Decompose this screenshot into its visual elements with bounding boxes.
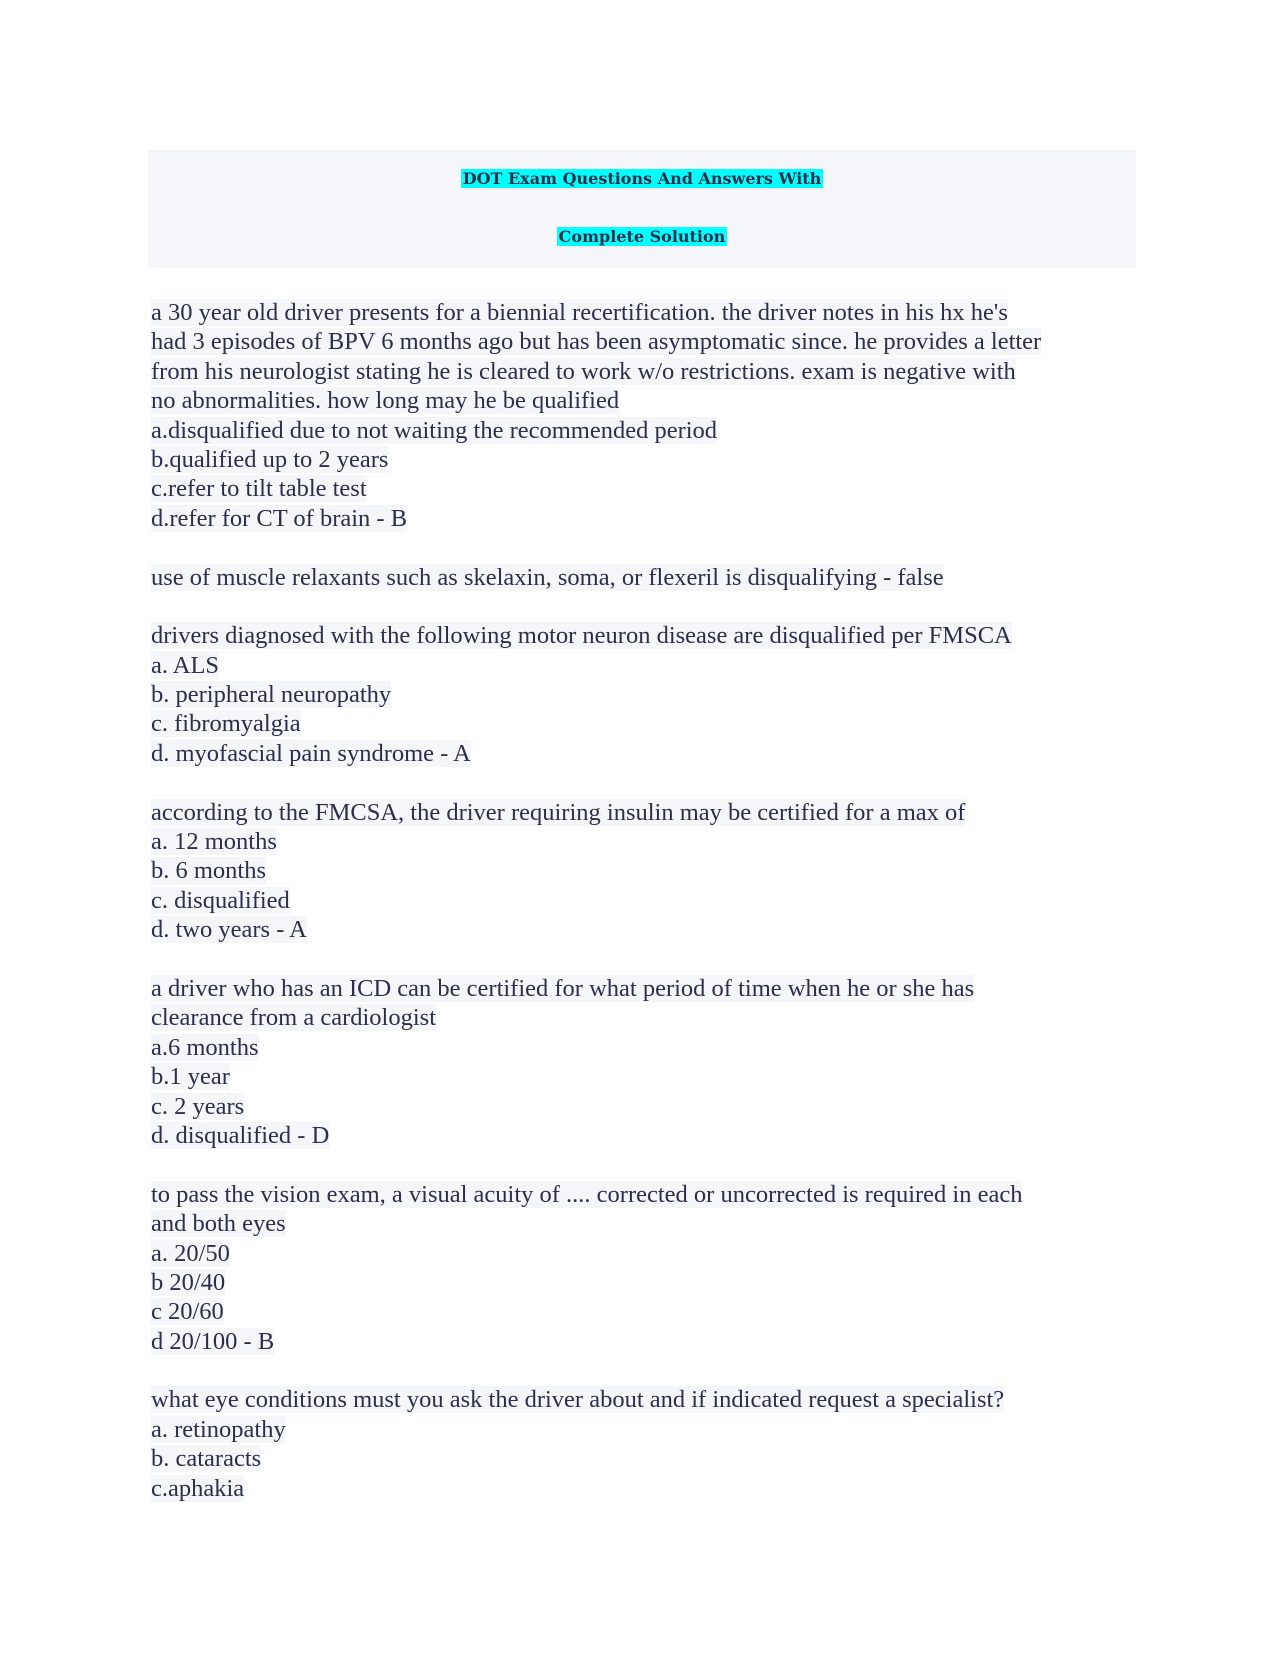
question-block	[151, 563, 1141, 592]
answer-option: a. 20/50	[151, 1239, 230, 1267]
answer-option: d.refer for CT of brain - B	[151, 504, 408, 532]
question-text: clearance from a cardiologist	[151, 1004, 437, 1032]
question-text: a driver who has an ICD can be certified for what period of time when he or she has	[151, 974, 975, 1002]
paragraph-gap	[151, 533, 1141, 562]
question-block	[151, 798, 1141, 945]
paragraph-gap	[151, 768, 1141, 797]
question-text: had 3 episodes of BPV 6 months ago but has been asymptomatic since. he provides a letter	[151, 328, 1042, 356]
question-text: drivers diagnosed with the following motor neuron disease are disqualified per FMSCA	[151, 622, 1012, 650]
answer-option: b.1 year	[151, 1063, 230, 1091]
question-block	[151, 1180, 1141, 1356]
question-text: from his neurologist stating he is cleared to work w/o restrictions. exam is negative with	[151, 357, 1016, 385]
question-text: what eye conditions must you ask the driver about and if indicated request a specialist?	[151, 1386, 1005, 1414]
answer-option: d. two years - A	[151, 916, 307, 944]
answer-option: b. 6 months	[151, 857, 267, 885]
title-line: Complete Solution	[558, 227, 726, 246]
question-block	[151, 974, 1141, 1150]
answer-option: d. myofascial pain syndrome - A	[151, 739, 471, 767]
document-title	[148, 150, 1136, 268]
question-text: to pass the vision exam, a visual acuity of .... corrected or uncorrected is required in each	[151, 1180, 1023, 1208]
answer-option: a. 12 months	[151, 828, 277, 856]
answer-option: c. disqualified	[151, 886, 290, 914]
question-block	[151, 621, 1141, 768]
answer-option: b. cataracts	[151, 1445, 262, 1473]
answer-option: a.disqualified due to not waiting the recommended period	[151, 416, 718, 444]
title-line: DOT Exam Questions And Answers With	[462, 169, 822, 188]
paragraph-gap	[151, 1150, 1141, 1179]
question-text: no abnormalities. how long may he be qualified	[151, 387, 620, 415]
question-text: a 30 year old driver presents for a biennial recertification. the driver notes in his hx he's	[151, 299, 1008, 326]
answer-option: c 20/60	[151, 1298, 224, 1326]
answer-option: a.6 months	[151, 1033, 259, 1061]
answer-option: d. disqualified - D	[151, 1121, 330, 1149]
answer-option: c.refer to tilt table test	[151, 475, 367, 503]
question-text: use of muscle relaxants such as skelaxin, soma, or flexeril is disqualifying - false	[151, 563, 944, 591]
paragraph-gap	[151, 1356, 1141, 1385]
answer-option: b 20/40	[151, 1268, 226, 1296]
answer-option: b. peripheral neuropathy	[151, 681, 392, 709]
question-block	[151, 298, 1141, 533]
answer-option: b.qualified up to 2 years	[151, 445, 389, 473]
question-block	[151, 1385, 1141, 1503]
answer-option: a. ALS	[151, 651, 220, 679]
answer-option: c.aphakia	[151, 1474, 245, 1502]
paragraph-gap	[151, 945, 1141, 974]
question-list	[151, 298, 1141, 1503]
answer-option: d 20/100 - B	[151, 1327, 275, 1355]
paragraph-gap	[151, 592, 1141, 621]
answer-option: a. retinopathy	[151, 1415, 286, 1443]
question-text: and both eyes	[151, 1210, 286, 1238]
question-text: according to the FMCSA, the driver requiring insulin may be certified for a max of	[151, 798, 966, 826]
answer-option: c. 2 years	[151, 1092, 245, 1120]
answer-option: c. fibromyalgia	[151, 710, 301, 738]
